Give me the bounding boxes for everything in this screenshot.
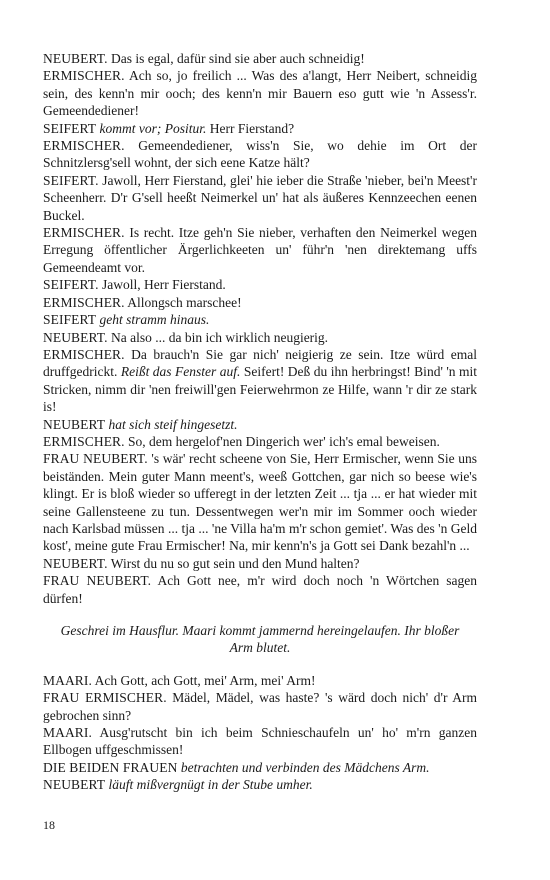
speaker-name: NEUBERT. — [43, 555, 108, 571]
dialogue-line — [43, 67, 477, 119]
spoken-text: Seifert! Deß du ihn herbringst! Bind' 'n mit Stricken, nimm dir 'nen freiwill'gen Feierwehrmon ze Hilfe, wann 'r dir ze stark is! — [43, 364, 478, 415]
dialogue-line — [43, 433, 477, 450]
spoken-text: Allongsch marschee! — [124, 294, 242, 310]
dialogue-line — [43, 555, 477, 572]
spoken-text: Na also ... da bin ich wirklich neugierig. — [107, 329, 329, 345]
speaker-name: MAARI. — [43, 725, 92, 741]
stage-direction-inline: hat sich steif hingesetzt. — [105, 416, 238, 432]
spoken-text: Is recht. Itze geh'n Sie nieber, verhaften den Neimerkel wegen Erregung öffentlicher Ärgerlichkeeten un' führ'n 'nen direktemang uffs Gemeendeamt vor. — [43, 225, 477, 275]
stage-direction-inline: kommt vor; Positur. — [96, 120, 207, 136]
speaker-name: SEIFERT. — [43, 277, 99, 293]
stage-direction-inline: läuft mißvergnügt in der Stube umher. — [105, 777, 313, 793]
spoken-text: Das is egal, dafür sind sie aber auch schneidig! — [107, 51, 365, 66]
spoken-text: Herr Fierstand? — [206, 120, 295, 136]
speaker-name: SEIFERT — [43, 120, 97, 136]
speaker-name: ERMISCHER. — [43, 225, 125, 241]
spoken-text: Gemeendediener, wiss'n Sie, wo dehie im Ort der Schnitzlersg'sell wohnt, der sich eene Katze hält? — [43, 138, 477, 171]
page-number: 18 — [43, 818, 55, 832]
spoken-text: Mädel, Mädel, was haste? 's wärd doch nich' d'r Arm gebrochen sinn? — [43, 690, 477, 723]
spoken-text: So, dem hergelof'nen Dingerich wer' ich's emal beweisen. — [124, 433, 440, 449]
dialogue-line — [43, 224, 477, 276]
dialogue-line — [43, 137, 477, 172]
dialogue-line — [43, 120, 477, 137]
dialogue-line — [43, 759, 477, 776]
speaker-name: ERMISCHER. — [43, 433, 125, 449]
stage-direction-inline: betrachten und verbinden des Mädchens Arm. — [177, 759, 430, 775]
speaker-name: SEIFERT — [43, 312, 97, 328]
stage-direction: Geschrei im Hausflur. Maari kommt jammernd hereingelaufen. Ihr bloßer Arm blutet. — [60, 623, 460, 656]
dialogue-line — [43, 724, 477, 759]
spoken-text: Ach Gott, ach Gott, mei' Arm, mei' Arm! — [91, 672, 316, 688]
dialogue-line — [43, 276, 477, 293]
dialogue-line — [43, 572, 477, 607]
spoken-text: 's wär' recht scheene von Sie, Herr Ermischer, wenn Sie uns beiständen. Mein guter Mann meent's, weeß Gottchen, gar nich so beese wie's klingt. Er is bloß wieder so ufferegt in der letzten Zeit ... tja ... er hat wieder mit seine Gallensteene zu tun. Dessentwegen wer'n mir im Sommer ooch wieder nach Karlsbad müssen ... tja ... 'ne Villa ha'm m'r schon gemiet'. Was des 'n Geld kost', meine gute Frau Ermischer! Na, mir kenn'n's ja Gott sei Dank bezahl'n ... — [43, 451, 477, 554]
spoken-text: Wirst du nu so gut sein und den Mund halten? — [107, 555, 360, 571]
dialogue-block-2 — [43, 672, 477, 794]
dialogue-line — [43, 329, 477, 346]
speaker-name: MAARI. — [43, 672, 92, 688]
speaker-name: NEUBERT. — [43, 329, 108, 345]
dialogue-line — [43, 346, 477, 416]
stage-direction-inline: geht stramm hinaus. — [96, 312, 210, 328]
dialogue-line — [43, 689, 477, 724]
spoken-text: Ausg'rutscht bin ich beim Schnieschaufeln un' ho' m'rn ganzen Ellbogen uffgeschmissen! — [43, 725, 477, 758]
speaker-name: NEUBERT — [43, 777, 106, 793]
speaker-name: NEUBERT. — [43, 51, 108, 66]
spoken-text: Ach so, jo freilich ... Was des a'langt, Herr Neibert, schneidig sein, des kenn'n mir ooch; des kenn'n mir Bauern eso gutt wie 'n Assess'r. Gemeendediener! — [43, 68, 477, 119]
stage-direction-inline: Reißt das Fenster auf. — [117, 364, 241, 380]
play-text — [43, 50, 477, 794]
dialogue-line — [43, 450, 477, 554]
dialogue-line — [43, 172, 477, 224]
dialogue-line — [43, 672, 477, 689]
speaker-name: FRAU ERMISCHER. — [43, 690, 167, 706]
speaker-name: ERMISCHER. — [43, 68, 125, 84]
speaker-name: NEUBERT — [43, 416, 106, 432]
speaker-name: FRAU NEUBERT. — [43, 451, 148, 467]
speaker-name: FRAU NEUBERT. — [43, 573, 152, 589]
speaker-name: DIE BEIDEN FRAUEN — [43, 759, 178, 775]
dialogue-block-1 — [43, 50, 477, 607]
speaker-name: SEIFERT. — [43, 172, 99, 188]
dialogue-line — [43, 416, 477, 433]
dialogue-line — [43, 776, 477, 793]
dialogue-line — [43, 294, 477, 311]
dialogue-line — [43, 50, 477, 67]
dialogue-line — [43, 311, 477, 328]
speaker-name: ERMISCHER. — [43, 138, 125, 154]
spoken-text: Ach Gott nee, m'r wird doch noch 'n Wörtchen sagen dürfen! — [43, 573, 477, 606]
spoken-text: Jawoll, Herr Fierstand, glei' hie ieber die Straße 'nieber, bei'n Meest'r Scheenherr. D'r G'sell heeßt Neimerkel un' hat als äußeres Kennzeechen eenen Buckel. — [43, 172, 477, 223]
spoken-text: Jawoll, Herr Fierstand. — [98, 277, 226, 293]
speaker-name: ERMISCHER. — [43, 294, 125, 310]
spoken-text: Da brauch'n Sie gar nich' neigierig ze sein. Itze würd emal druffgedrickt. — [43, 346, 477, 380]
speaker-name: ERMISCHER. — [43, 346, 125, 362]
